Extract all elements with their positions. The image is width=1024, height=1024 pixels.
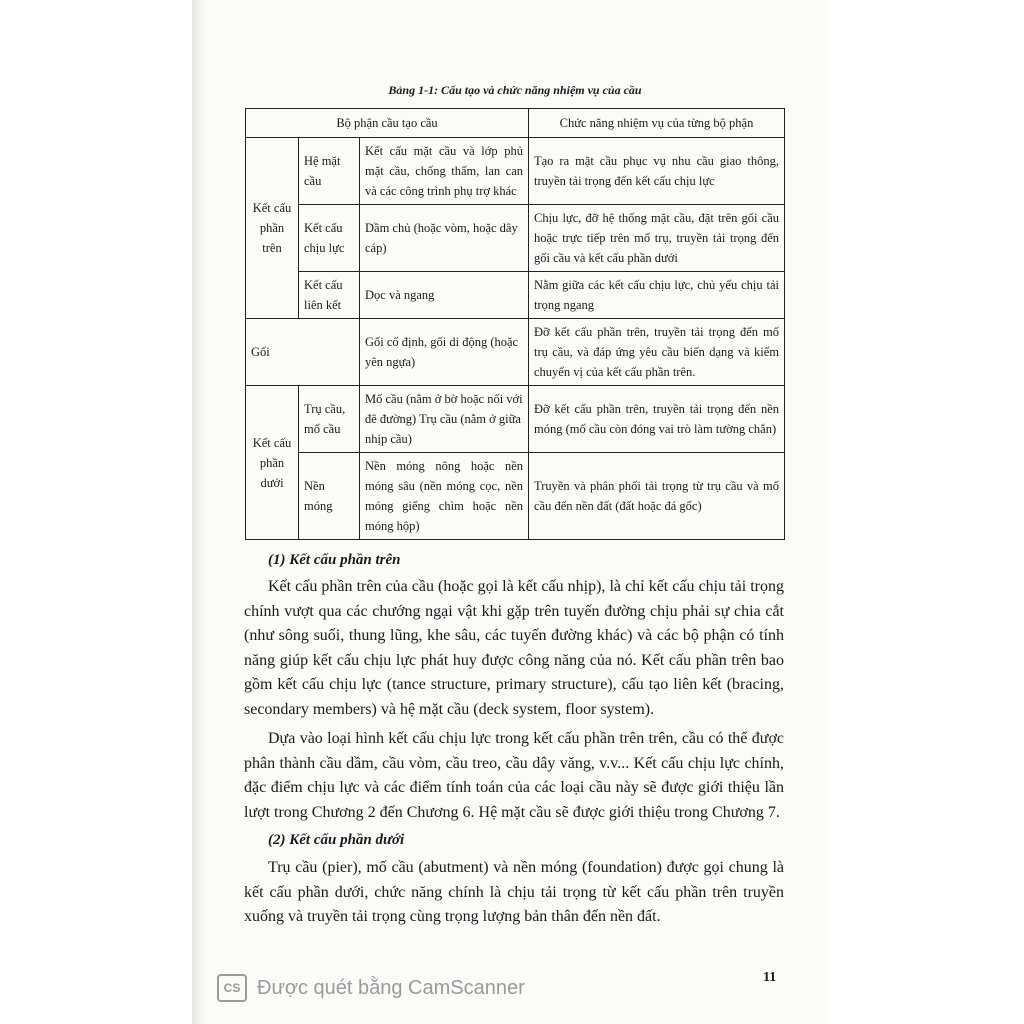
table-row bbox=[246, 386, 785, 453]
detail-cell: Dọc và ngang bbox=[360, 272, 529, 319]
function-cell: Truyền và phân phối tải trọng từ trụ cầu và mố cầu đến nền đất (đất hoặc đá gốc) bbox=[529, 453, 785, 540]
part-cell: Nền móng bbox=[299, 453, 360, 540]
detail-cell: Gối cố định, gối di động (hoặc yên ngựa) bbox=[360, 319, 529, 386]
function-cell: Tạo ra mặt cầu phục vụ nhu cầu giao thông, truyền tải trọng đến kết cấu chịu lực bbox=[529, 138, 785, 205]
superstructure-label: Kết cấu phần trên bbox=[246, 138, 299, 319]
substructure-label: Kết cấu phần dưới bbox=[246, 386, 299, 540]
table-row bbox=[246, 319, 785, 386]
detail-cell: Kết cấu mặt cầu và lớp phủ mặt cầu, chống thấm, lan can và các công trình phụ trợ khác bbox=[360, 138, 529, 205]
bearing-label: Gối bbox=[246, 319, 360, 386]
paragraph: Kết cấu phần trên của cầu (hoặc gọi là kết cấu nhịp), là chỉ kết cấu chịu tải trọng chính vượt qua các chướng ngại vật khi gặp trên tuyến đường chịu phải sự chia cắt (như sông suối, thung lũng, khe sâu, các tuyến đường khác) và các bộ phận có tính năng giúp kết cấu chịu lực phát huy được công năng của nó. Kết cấu phần trên bao gồm kết cấu chịu lực (tance structure, primary structure), cấu tạo liên kết (bracing, secondary members) và hệ mặt cầu (deck system, floor system). bbox=[244, 578, 784, 718]
table-row bbox=[246, 453, 785, 540]
header-functions: Chức năng nhiệm vụ của từng bộ phận bbox=[529, 109, 785, 138]
table-row bbox=[246, 205, 785, 272]
detail-cell: Dầm chủ (hoặc vòm, hoặc dây cáp) bbox=[360, 205, 529, 272]
table-header-row bbox=[246, 109, 785, 138]
paragraph: Dựa vào loại hình kết cấu chịu lực trong kết cấu phần trên trên, cầu có thể được phân thành cầu dầm, cầu vòm, cầu treo, cầu dây văng, v.v... Kết cấu chịu lực chính, đặc điểm chịu lực và các điểm tính toán của các loại cầu này sẽ được giới thiệu lần lượt trong Chương 2 đến Chương 6. Hệ mặt cầu sẽ được giới thiệu trong Chương 7. bbox=[244, 730, 784, 821]
header-components: Bộ phận cầu tạo cầu bbox=[246, 109, 529, 138]
scanner-watermark bbox=[217, 974, 525, 1002]
detail-cell: Mố cầu (nằm ở bờ hoặc nối với đê đường) Trụ cầu (nằm ở giữa nhịp cầu) bbox=[360, 386, 529, 453]
table-row bbox=[246, 138, 785, 205]
part-cell: Kết cấu liên kết bbox=[299, 272, 360, 319]
paragraph: Trụ cầu (pier), mố cầu (abutment) và nền móng (foundation) được gọi chung là kết cấu phần dưới, chức năng chính là chịu tải trọng từ kết cấu phần trên truyền xuống và truyền tải trọng cùng trọng lượng bản thân đến nền đất. bbox=[244, 859, 784, 925]
camscanner-logo-icon: CS bbox=[217, 974, 247, 1002]
section-heading: (2) Kết cấu phần dưới bbox=[268, 832, 405, 848]
function-cell: Nằm giữa các kết cấu chịu lực, chủ yếu chịu tải trọng ngang bbox=[529, 272, 785, 319]
detail-cell: Nền móng nông hoặc nền móng sâu (nền móng cọc, nền móng giếng chìm hoặc nền móng hộp) bbox=[360, 453, 529, 540]
table-row bbox=[246, 272, 785, 319]
part-cell: Kết cấu chịu lực bbox=[299, 205, 360, 272]
function-cell: Đỡ kết cấu phần trên, truyền tải trọng đến nền móng (mố cầu còn đóng vai trò làm tường chắn) bbox=[529, 386, 785, 453]
function-cell: Chịu lực, đỡ hệ thống mặt cầu, đặt trên gối cầu hoặc trực tiếp trên mố trụ, truyền tải trọng đến gối cầu và kết cấu phần dưới bbox=[529, 205, 785, 272]
page-edge-shadow bbox=[192, 0, 206, 1024]
structure-table bbox=[245, 108, 785, 540]
watermark-text: Được quét bằng CamScanner bbox=[257, 976, 525, 999]
section-heading: (1) Kết cấu phần trên bbox=[268, 552, 401, 568]
page-number: 11 bbox=[763, 970, 777, 985]
part-cell: Hệ mặt cầu bbox=[299, 138, 360, 205]
function-cell: Đỡ kết cấu phần trên, truyền tải trọng đến mố trụ cầu, và đáp ứng yêu cầu biến dạng và kiểm chuyển vị của kết cấu phần trên. bbox=[529, 319, 785, 386]
table-caption: Bảng 1-1: Cấu tạo và chức năng nhiệm vụ của cầu bbox=[388, 83, 642, 97]
part-cell: Trụ cầu, mố cầu bbox=[299, 386, 360, 453]
